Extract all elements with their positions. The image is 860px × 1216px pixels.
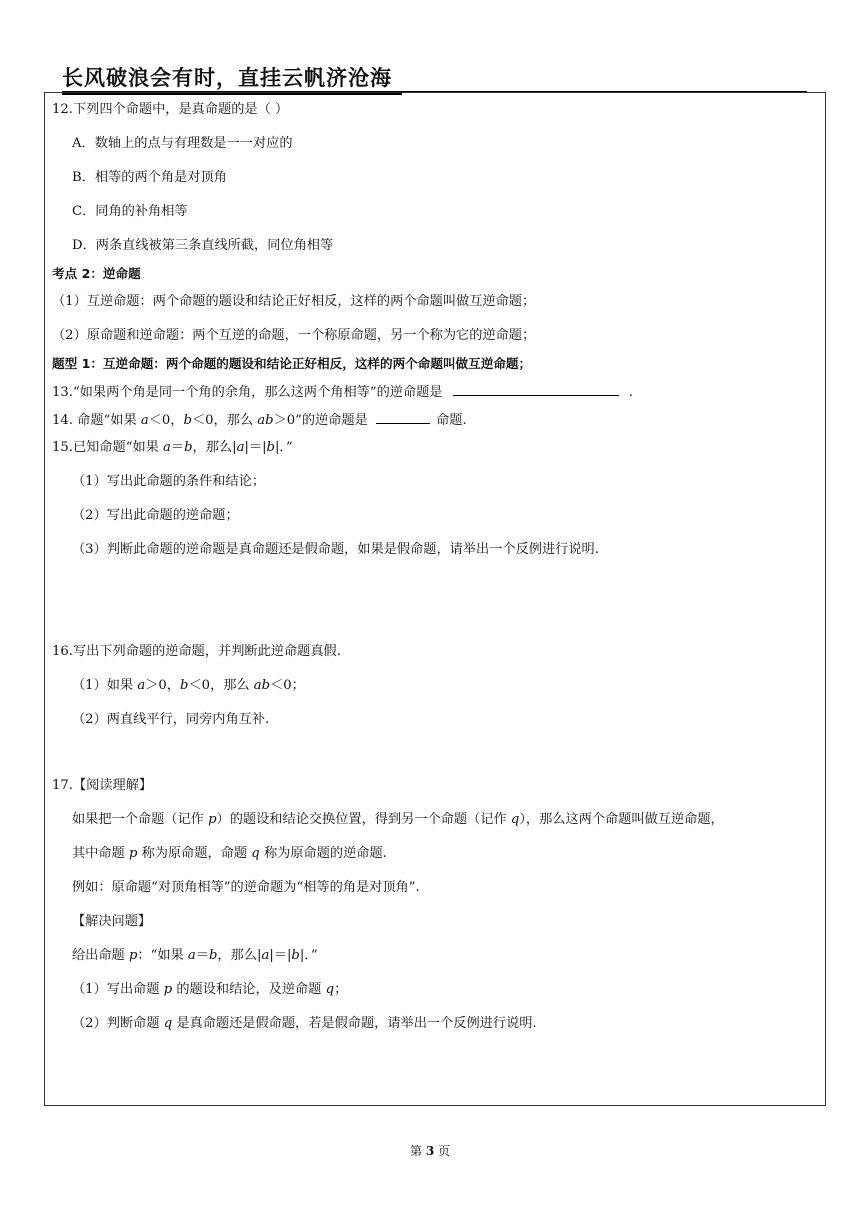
q16-stem: 16.写出下列命题的逆命题，并判断此逆命题真假. [52, 644, 341, 659]
q12-stem: 12.下列四个命题中，是真命题的是（ ） [52, 102, 289, 117]
q14-text-1: 14. 命题“如果 [52, 413, 141, 428]
q17-line-3: 例如：原命题“对顶角相等”的逆命题为“相等的角是对顶角”. [72, 880, 420, 895]
kaodian-2-item-1: （1）互逆命题：两个命题的题设和结论正好相反，这样的两个命题叫做互逆命题； [52, 294, 536, 309]
q17-l5-var-a: a [187, 948, 196, 963]
q13 [52, 383, 633, 402]
page-number-prefix: 第 [409, 1144, 426, 1158]
q17-l7-text-2: 是真命题还是假命题，若是假命题，请举出一个反例进行说明. [172, 1016, 537, 1031]
q17-l1-text-3: ），那么这两个命题叫做互逆命题， [519, 812, 724, 827]
q14-answer-blank[interactable] [376, 411, 430, 424]
q15-text-2: ，那么| [192, 440, 237, 455]
q17-l5-text-1: 给出命题 [72, 948, 129, 963]
q17-line-6 [72, 981, 347, 999]
q17-line-4: 【解决问题】 [72, 914, 152, 929]
q14-text-2: ＜0， [148, 413, 184, 428]
kaodian-2-item-2: （2）原命题和逆命题：两个互逆的命题，一个称原命题，另一个称为它的逆命题； [52, 328, 536, 343]
q15-text-3: |＝| [244, 440, 267, 455]
q17-l6-text-3: ； [334, 982, 348, 997]
q16-sub-1 [72, 677, 305, 695]
q17-line-2 [72, 845, 387, 863]
q12-option-a: A．数轴上的点与有理数是一一对应的 [72, 136, 293, 151]
q15-sub-2: （2）写出此命题的逆命题； [72, 508, 239, 523]
q15-var-b2: b [266, 440, 275, 455]
q17-l2-var-q: q [251, 846, 260, 861]
q16-s1-var-a: a [137, 678, 146, 693]
q17-l1-text-2: ）的题设和结论交换位置，得到另一个命题（记作 [216, 812, 511, 827]
q13-answer-blank[interactable] [453, 383, 619, 396]
q12-option-d: D．两条直线被第三条直线所截，同位角相等 [72, 238, 334, 253]
q17-l1-text-1: 如果把一个命题（记作 [72, 812, 209, 827]
q17-l6-text-2: 的题设和结论，及逆命题 [172, 982, 326, 997]
q15-sub-3: （3）判断此命题的逆命题是真命题还是假命题，如果是假命题，请举出一个反例进行说明. [72, 542, 599, 557]
q16-sub-2: （2）两直线平行，同旁内角互补. [72, 712, 270, 727]
kaodian-2-title: 考点 2：逆命题 [52, 266, 141, 281]
q17-l5-text-4: |＝| [269, 948, 292, 963]
q17-l5-text-2: ：“如果 [137, 948, 188, 963]
q17-line-7 [72, 1015, 537, 1033]
q15-stem [52, 439, 293, 457]
q17-l6-var-q: q [325, 982, 335, 997]
q17-l2-text-2: 称为原命题，命题 [137, 846, 252, 861]
q14-text-4: ＞0”的逆命题是 [273, 413, 368, 428]
q17-l5-var-a2: a [261, 948, 270, 963]
q12-option-c: C．同角的补角相等 [72, 204, 188, 219]
q16-s1-text-4: ＜0； [270, 678, 305, 693]
q12-option-b: B．相等的两个角是对顶角 [72, 170, 227, 185]
q13-text: 13.“如果两个角是同一个角的余角，那么这两个角相等”的逆命题是 [52, 385, 443, 400]
q17-l2-var-p: p [128, 846, 138, 861]
page-number-suffix: 页 [434, 1144, 450, 1158]
q17-stem: 17.【阅读理解】 [52, 778, 153, 793]
q17-l1-var-p: p [208, 812, 217, 827]
q15-text-1: 15.已知命题“如果 [52, 440, 164, 455]
q15-var-a2: a [236, 440, 245, 455]
q16-s1-var-ab: ab [253, 678, 271, 693]
page-number [0, 1142, 860, 1159]
q17-line-5 [72, 947, 318, 965]
q16-s1-text-1: （1）如果 [72, 678, 138, 693]
q16-s1-text-3: ＜0，那么 [188, 678, 254, 693]
q17-l2-text-1: 其中命题 [72, 846, 129, 861]
q17-l5-eq: ＝ [195, 948, 209, 963]
page-number-value: 3 [425, 1144, 435, 1158]
q15-sub-1: （1）写出此命题的条件和结论； [72, 474, 266, 489]
q16-s1-var-b: b [179, 678, 189, 693]
q14-var-b: b [183, 413, 192, 428]
q17-l6-text-1: （1）写出命题 [72, 982, 164, 997]
q17-line-1 [72, 811, 724, 829]
page-header-motto: 长风破浪会有时，直挂云帆济沧海 [62, 62, 402, 95]
q17-l5-var-b2: b [291, 948, 300, 963]
q15-var-b: b [184, 440, 193, 455]
q14 [52, 411, 467, 430]
q17-l7-var-q: q [163, 1016, 173, 1031]
q14-text-3: ＜0，那么 [191, 413, 258, 428]
q16-s1-text-2: ＞0， [145, 678, 180, 693]
q17-l2-text-3: 称为原命题的逆命题. [259, 846, 387, 861]
tixing-1-title: 题型 1：互逆命题：两个命题的题设和结论正好相反，这样的两个命题叫做互逆命题； [52, 356, 532, 371]
q17-l5-text-5: |．” [299, 948, 318, 963]
q14-var-a: a [140, 413, 149, 428]
q17-l5-var-b: b [208, 948, 218, 963]
q15-eq: ＝ [170, 440, 185, 455]
q17-l7-text-1: （2）判断命题 [72, 1016, 164, 1031]
q14-var-ab: ab [257, 413, 274, 428]
q15-text-4: |．” [274, 440, 293, 455]
q15-var-a: a [163, 440, 171, 455]
q13-tail: . [628, 385, 633, 400]
q17-l5-text-3: ，那么| [217, 948, 262, 963]
q17-l5-var-p: p [128, 948, 138, 963]
q17-l6-var-p: p [163, 982, 173, 997]
q17-l1-var-q: q [510, 812, 520, 827]
q14-tail: 命题. [436, 413, 467, 428]
